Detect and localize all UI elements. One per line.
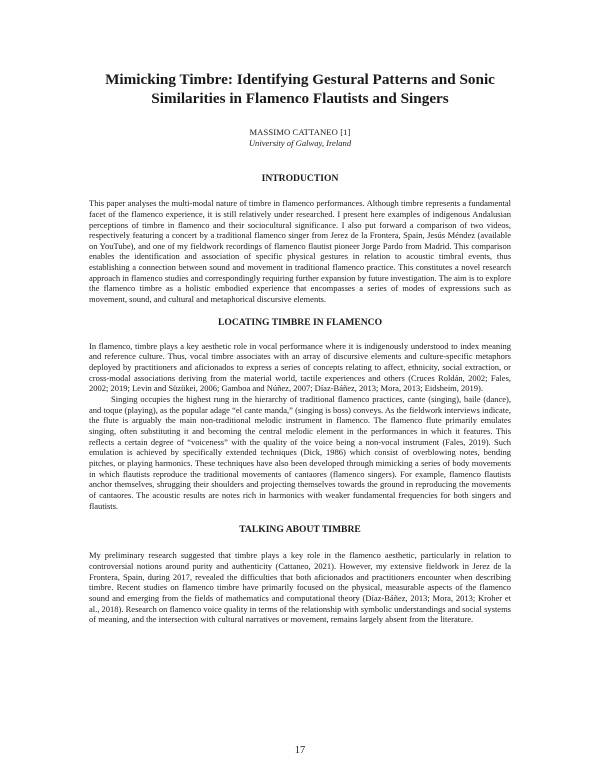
- locating-timbre-paragraph-1: In flamenco, timbre plays a key aesthetic role in vocal performance where it is indigenously understood to index meaning and reference culture. Thus, vocal timbre associates with an array of discursive elements and culture-specific metaphors deployed by practitioners and aficionados to express a series of concepts relating to affect, ethnicity, social extraction, or cross-modal associations deriving from the material world, tactile experiences and others (Cruces Roldán, 2002; Fales, 2002; 2019; Levin and Süzükei, 2006; Gamboa and Núñez, 2007; Díaz-Báñez, 2013; Mora, 2013; Eidsheim, 2019).: [89, 340, 511, 394]
- author-affiliation: University of Galway, Ireland: [248, 137, 352, 148]
- locating-timbre-paragraph-2: Singing occupies the highest rung in the hierarchy of traditional flamenco practices, cante (singing), baile (dance), and toque (playing), as the popular adage “el cante manda,” (singing is boss) conveys. As the fieldwork interviews indicate, the flute is arguably the main non-traditional melodic instrument in flamenco. The flamenco flute primarily emulates singing, often substituting it and becoming the central melodic element in the performances in which it features. This reflects a certain degree of “voiceness” with the quality of the voice being a non-vocal instrument (Fales, 2019). Such emulation is achieved by specifically extended techniques (Dick, 1986) which consist of overblowing notes, bending pitches, or playing harmonics. These techniques have also been developed through mimicking a series of body movements in which flautists reproduce the traditional movements of cantaores (flamenco singers). For example, flamenco flautists anchor themselves, shrugging their shoulders and projecting themselves towards the ground in reproducing the movements of cantaores. The acoustic results are notes rich in harmonics with weaker fundamental frequencies for both singers and flautists.: [89, 394, 511, 511]
- paper-page: [89, 70, 511, 625]
- talking-about-timbre-paragraph: My preliminary research suggested that timbre plays a key role in the flamenco aesthetic, particularly in relation to controversial notions around purity and authenticity (Cattaneo, 2021). However, my extensive fieldwork in Jerez de la Frontera, Spain, during 2017, revealed the difficulties that both aficionados and practitioners encounter when describing timbre. Recent studies on flamenco timbre have primarily focused on the physical, measurable aspects of the flamenco sound and emerging from the fields of mathematics and computational theory (Díaz-Báñez, 2013; Mora, 2013; Kroher et al., 2018). Research on flamenco voice quality in terms of the relationship with symbolic understandings and social systems of meaning, and the intersection with cultural narratives or movement, remains largely absent from the literature.: [89, 550, 511, 625]
- section-heading-talking-about-timbre: TALKING ABOUT TIMBRE: [239, 524, 361, 536]
- introduction-paragraph: This paper analyses the multi-modal nature of timbre in flamenco performances. Although timbre represents a fundamental facet of the flamenco experience, it is still relatively under researched. I present here examples of indigenous Andalusian perceptions of timbre in flamenco and their sociocultural significance. I also put forward a comparison of two videos, respectively featuring a concert by a traditional flamenco singer from Jerez de la Frontera, Spain, Jesús Méndez (available on YouTube), and one of my fieldwork recordings of flamenco flautist pioneer Jorge Pardo from Madrid. This comparison enables the identification and association of specific physical gestures in relation to acoustic timbral events, thus establishing a connection between sound and movement in traditional flamenco practice. This constitutes a novel research approach in flamenco studies and correspondingly requiring further expansion by future investigation. The aim is to explore the flamenco timbre as a holistic embodied experience that encompasses a series of modes of expressions such as movement, sound, and cultural and metaphorical discursive elements.: [89, 198, 511, 305]
- section-heading-locating-timbre: LOCATING TIMBRE IN FLAMENCO: [217, 316, 383, 328]
- page-number: 17: [294, 745, 306, 756]
- author-name: MASSIMO CATTANEO [1]: [249, 127, 351, 137]
- paper-title: Mimicking Timbre: Identifying Gestural Patterns and Sonic Similarities in Flamenco Flautists and Singers: [105, 71, 495, 107]
- section-heading-introduction: INTRODUCTION: [261, 173, 339, 185]
